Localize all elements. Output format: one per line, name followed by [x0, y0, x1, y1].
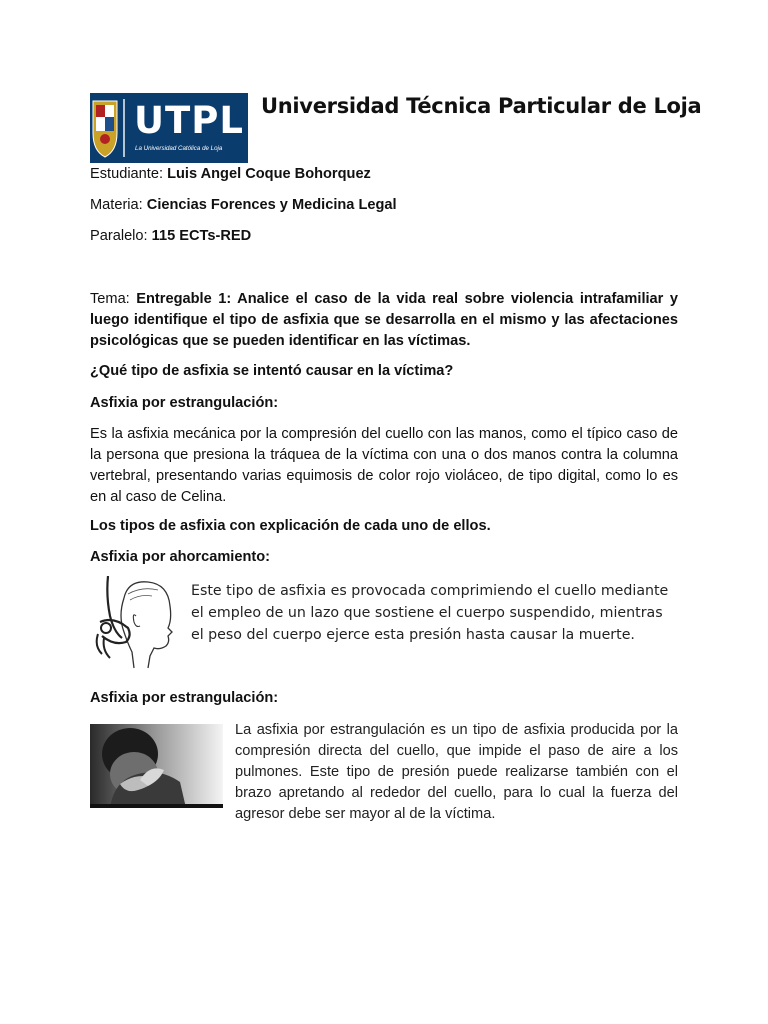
student-line — [90, 166, 371, 182]
university-title: Universidad Técnica Particular de Loja — [261, 94, 702, 118]
paragraph-estrangulacion-2: La asfixia por estrangulación es un tipo de asfixia producida por la compresión directa del cuello, que impide el paso de aire a los pulmones. Este tipo de presión puede realizarse también con el brazo apretando al rededor del cuello, para lo cual la fuerza del agresor debe ser mayor al de la víctima. — [235, 722, 678, 822]
topic-label: Tema: — [90, 291, 130, 307]
student-name: Luis Angel Coque Bohorquez — [167, 166, 371, 182]
student-label: Estudiante: — [90, 166, 164, 182]
heading-estrangulacion-2: Asfixia por estrangulación: — [90, 690, 279, 706]
logo-wordmark: UTPL — [134, 99, 244, 142]
section-line — [90, 228, 251, 244]
topic-text: Entregable 1: Analice el caso de la vida real sobre violencia intrafamiliar y luego identifique el tipo de asfixia que se desarrolla en el mismo y las afectaciones psicológicas que se pueden identificar en las víctimas. — [90, 291, 678, 349]
heading-ahorcamiento: Asfixia por ahorcamiento: — [90, 549, 271, 565]
section-value: 115 ECTs-RED — [151, 228, 252, 244]
heading-estrangulacion: Asfixia por estrangulación: — [90, 395, 279, 411]
paragraph-estrangulacion: Es la asfixia mecánica por la compresión del cuello con las manos, como el típico caso de la persona que presiona la tráquea de la víctima con una o dos manos contra la columna vertebral, presentando varias equimosis de color rojo violáceo, de tipo digital, como lo es en al caso de Celina. — [90, 426, 678, 505]
subject-name: Ciencias Forences y Medicina Legal — [146, 197, 397, 213]
subject-label: Materia: — [90, 197, 143, 213]
subject-line — [90, 197, 397, 213]
question-1: ¿Qué tipo de asfixia se intentó causar en la víctima? — [90, 363, 454, 379]
section-label: Paralelo: — [90, 228, 148, 244]
question-2: Los tipos de asfixia con explicación de cada uno de ellos. — [90, 518, 491, 534]
hanging-illustration — [88, 576, 178, 674]
paragraph-ahorcamiento: Este tipo de asfixia es provocada comprimiendo el cuello mediante el empleo de un lazo que sostiene el cuerpo suspendido, mientras el peso del cuerpo ejerce esta presión hasta causar la muerte. — [191, 583, 669, 643]
utpl-logo — [90, 93, 248, 163]
strangulation-photo — [90, 724, 223, 808]
topic-paragraph — [90, 289, 678, 352]
logo-tagline: La Universidad Católica de Loja — [135, 145, 223, 152]
